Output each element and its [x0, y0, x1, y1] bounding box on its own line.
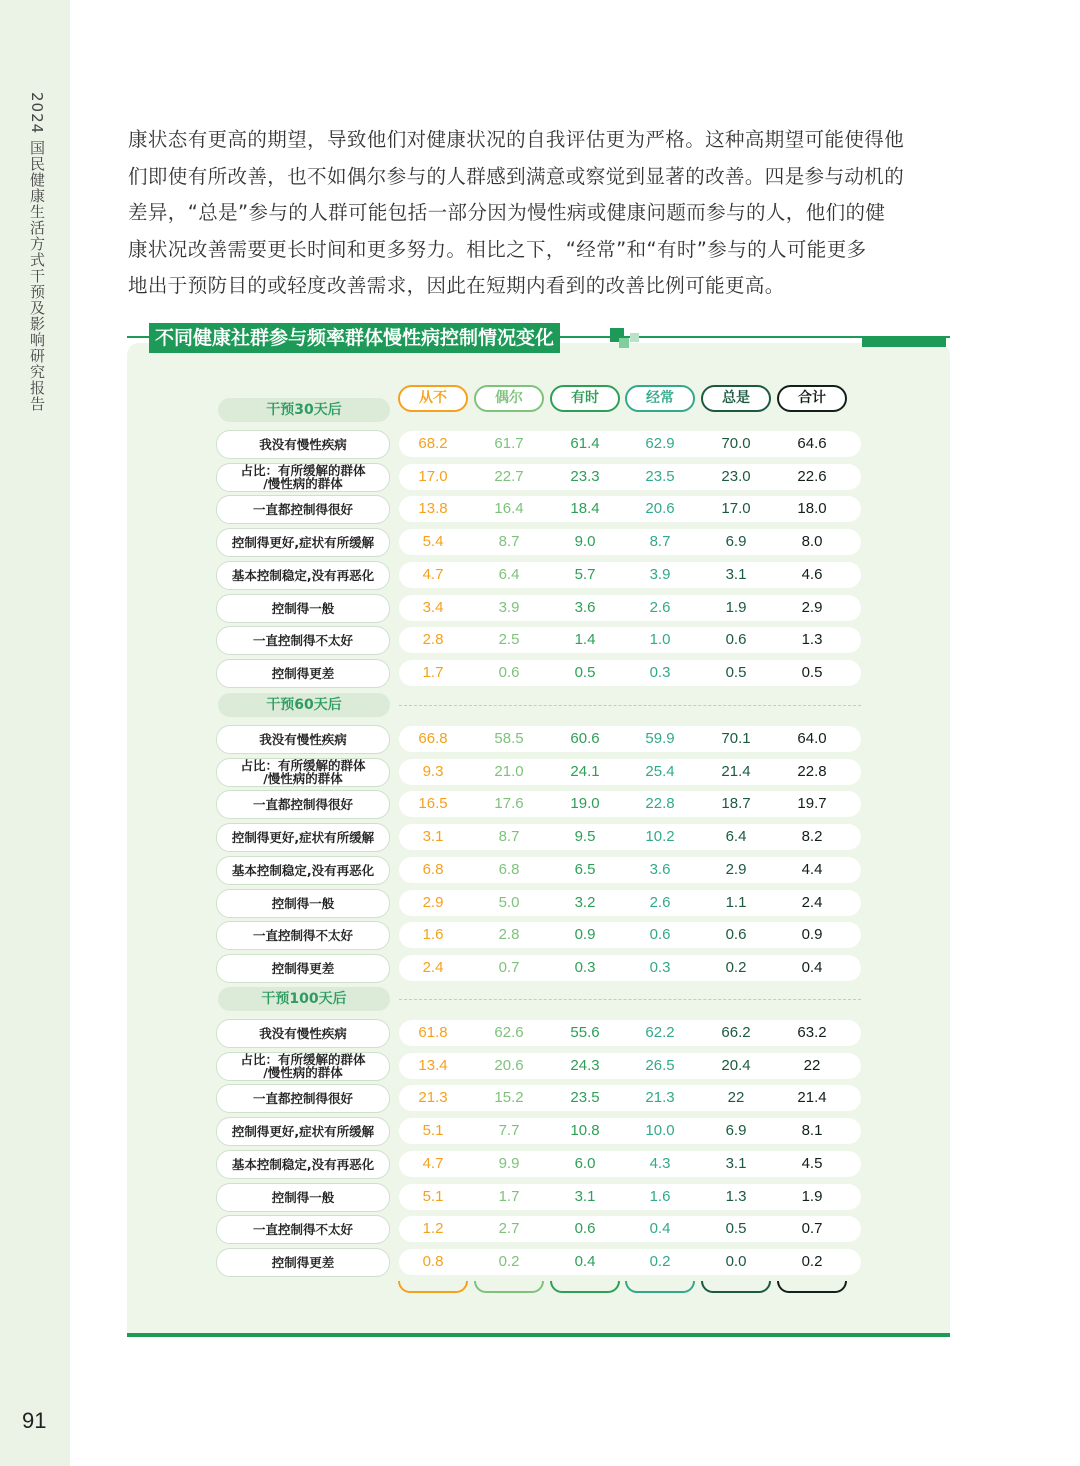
table-cell: 9.0 — [574, 533, 596, 551]
column-footer — [701, 1281, 771, 1293]
table-cell: 7.7 — [498, 1122, 520, 1140]
table-cell: 0.3 — [649, 958, 671, 976]
row-label: 占比：有所缓解的群体 /慢性病的群体 — [216, 758, 390, 787]
row-label: 一直控制得不太好 — [216, 921, 390, 950]
table-cell: 2.8 — [422, 631, 444, 649]
table-cell: 10.8 — [570, 1122, 600, 1140]
table-cell: 22.6 — [797, 467, 827, 485]
table-cell: 10.2 — [645, 828, 675, 846]
table-cell: 0.2 — [801, 1252, 823, 1270]
table-cell: 8.7 — [498, 533, 520, 551]
table-cell: 26.5 — [645, 1056, 675, 1074]
table-cell: 1.0 — [649, 631, 671, 649]
table-cell: 1.9 — [801, 1187, 823, 1205]
table-cell: 1.6 — [649, 1187, 671, 1205]
group-divider — [399, 999, 861, 1000]
table-cell: 0.6 — [725, 631, 747, 649]
column-footer — [550, 1281, 620, 1293]
body-line: 差异，“总是”参与的人群可能包括一部分因为慢性病或健康问题而参与的人，他们的健 — [128, 201, 886, 224]
table-cell: 1.3 — [725, 1187, 747, 1205]
table-cell: 18.7 — [721, 795, 751, 813]
column-header: 合计 — [777, 385, 847, 412]
table-cell: 21.4 — [721, 762, 751, 780]
table-cell: 1.2 — [422, 1220, 444, 1238]
table-cell: 22 — [727, 1089, 745, 1107]
table-cell: 4.3 — [649, 1154, 671, 1172]
table-cell: 64.0 — [797, 730, 827, 747]
table-cell: 2.9 — [801, 598, 823, 616]
table-cell: 1.7 — [422, 663, 444, 681]
table-cell: 0.6 — [725, 926, 747, 944]
table-cell: 59.9 — [645, 730, 675, 747]
row-label: 控制得更好,症状有所缓解 — [216, 823, 390, 852]
table-cell: 66.8 — [418, 730, 448, 747]
table-cell: 3.1 — [574, 1187, 596, 1205]
table-cell: 6.8 — [498, 860, 520, 878]
table-cell: 70.1 — [721, 730, 751, 747]
table-cell: 3.2 — [574, 893, 596, 911]
table-cell: 62.9 — [645, 435, 675, 452]
table-cell: 5.4 — [422, 533, 444, 551]
table-cell: 23.3 — [570, 467, 600, 485]
table-cell: 16.4 — [494, 500, 524, 518]
table-cell: 2.8 — [498, 926, 520, 944]
row-label: 我没有慢性疾病 — [216, 1019, 390, 1048]
table-cell: 63.2 — [797, 1024, 827, 1041]
table-cell: 21.3 — [645, 1089, 675, 1107]
table-cell: 24.3 — [570, 1056, 600, 1074]
group-label: 干预60天后 — [218, 693, 390, 717]
table-cell: 24.1 — [570, 762, 600, 780]
running-title: 2024 国民健康生活方式干预及影响研究报告 — [28, 92, 46, 412]
table-cell: 68.2 — [418, 435, 448, 452]
table-cell: 9.5 — [574, 828, 596, 846]
table-cell: 4.6 — [801, 565, 823, 583]
table-cell: 0.6 — [649, 926, 671, 944]
table-cell: 5.7 — [574, 565, 596, 583]
table-cell: 61.4 — [570, 435, 600, 452]
column-header: 从不 — [398, 385, 468, 412]
table-cell: 3.1 — [422, 828, 444, 846]
body-line: 们即使有所改善，也不如偶尔参与的人群感到满意或察觉到显著的改善。四是参与动机的 — [128, 164, 905, 188]
body-line: 康状态有更高的期望，导致他们对健康状况的自我评估更为严格。这种高期望可能使得他 — [128, 128, 905, 151]
table-cell: 8.7 — [649, 533, 671, 551]
column-footer — [474, 1281, 544, 1293]
table-cell: 2.9 — [725, 860, 747, 878]
row-label: 基本控制稳定,没有再恶化 — [216, 1150, 390, 1179]
table-cell: 70.0 — [721, 435, 751, 452]
column-header: 偶尔 — [474, 385, 544, 412]
table-cell: 6.5 — [574, 860, 596, 878]
table-cell: 5.1 — [422, 1187, 444, 1205]
table-cell: 8.7 — [498, 828, 520, 846]
table-cell: 1.1 — [725, 893, 747, 911]
table-cell: 9.3 — [422, 762, 444, 780]
table-cell: 0.2 — [649, 1252, 671, 1270]
row-label: 基本控制稳定,没有再恶化 — [216, 856, 390, 885]
column-footer — [625, 1281, 695, 1293]
table-cell: 6.9 — [725, 533, 747, 551]
row-label: 基本控制稳定,没有再恶化 — [216, 561, 390, 590]
table-cell: 3.4 — [422, 598, 444, 616]
table-cell: 60.6 — [570, 730, 600, 747]
column-header: 总是 — [701, 385, 771, 412]
table-cell: 0.2 — [725, 958, 747, 976]
column-header: 有时 — [550, 385, 620, 412]
table-cell: 22.8 — [645, 795, 675, 813]
row-label: 控制得更差 — [216, 659, 390, 688]
column-footer — [398, 1281, 468, 1293]
table-cell: 20.4 — [721, 1056, 751, 1074]
row-label: 一直控制得不太好 — [216, 626, 390, 655]
group-label: 干预100天后 — [218, 987, 390, 1011]
table-cell: 61.8 — [418, 1024, 448, 1041]
table-cell: 13.8 — [418, 500, 448, 518]
table-cell: 15.2 — [494, 1089, 524, 1107]
row-label: 一直都控制得很好 — [216, 495, 390, 524]
table-cell: 1.3 — [801, 631, 823, 649]
table-cell: 3.6 — [649, 860, 671, 878]
sidebar — [0, 0, 70, 1466]
table-cell: 16.5 — [418, 795, 448, 813]
table-cell: 2.6 — [649, 598, 671, 616]
table-cell: 61.7 — [494, 435, 524, 452]
group-divider — [399, 705, 861, 706]
table-cell: 0.3 — [574, 958, 596, 976]
table-cell: 23.5 — [645, 467, 675, 485]
table-cell: 0.7 — [801, 1220, 823, 1238]
table-cell: 3.9 — [649, 565, 671, 583]
table-cell: 8.1 — [801, 1122, 823, 1140]
table-cell: 4.7 — [422, 565, 444, 583]
panel-corner-bar — [862, 338, 946, 347]
table-cell: 18.0 — [797, 500, 827, 518]
body-line: 康状况改善需要更长时间和更多努力。相比之下，“经常”和“有时”参与的人可能更多 — [128, 237, 867, 261]
table-cell: 0.5 — [725, 1220, 747, 1238]
table-cell: 21.3 — [418, 1089, 448, 1107]
column-header: 经常 — [625, 385, 695, 412]
table-cell: 22.8 — [797, 762, 827, 780]
row-label: 控制得更好,症状有所缓解 — [216, 528, 390, 557]
table-cell: 55.6 — [570, 1024, 600, 1041]
group-label: 干预30天后 — [218, 398, 390, 422]
table-cell: 1.6 — [422, 926, 444, 944]
table-cell: 17.0 — [418, 467, 448, 485]
table-cell: 0.4 — [649, 1220, 671, 1238]
table-cell: 25.4 — [645, 762, 675, 780]
table-cell: 0.9 — [574, 926, 596, 944]
table-title: 不同健康社群参与频率群体慢性病控制情况变化 — [149, 323, 560, 353]
body-line: 地出于预防目的或轻度改善需求，因此在短期内看到的改善比例可能更高。 — [128, 274, 785, 297]
table-cell: 0.6 — [498, 663, 520, 681]
table-cell: 19.7 — [797, 795, 827, 813]
table-cell: 8.0 — [801, 533, 823, 551]
table-cell: 0.5 — [801, 663, 823, 681]
table-cell: 22.7 — [494, 467, 524, 485]
table-cell: 9.9 — [498, 1154, 520, 1172]
table-cell: 18.4 — [570, 500, 600, 518]
table-cell: 2.5 — [498, 631, 520, 649]
table-cell: 17.0 — [721, 500, 751, 518]
table-cell: 6.8 — [422, 860, 444, 878]
table-cell: 2.6 — [649, 893, 671, 911]
row-label: 一直都控制得很好 — [216, 790, 390, 819]
row-label: 控制得一般 — [216, 594, 390, 623]
row-label: 控制得一般 — [216, 1183, 390, 1212]
table-cell: 64.6 — [797, 435, 827, 452]
row-label: 控制得更差 — [216, 954, 390, 983]
table-cell: 6.4 — [498, 565, 520, 583]
table-cell: 6.4 — [725, 828, 747, 846]
table-cell: 19.0 — [570, 795, 600, 813]
table-cell: 2.4 — [422, 958, 444, 976]
table-cell: 23.5 — [570, 1089, 600, 1107]
table-cell: 22 — [803, 1056, 821, 1074]
table-cell: 3.1 — [725, 565, 747, 583]
table-cell: 62.2 — [645, 1024, 675, 1041]
table-cell: 0.4 — [801, 958, 823, 976]
table-cell: 1.9 — [725, 598, 747, 616]
table-cell: 0.6 — [574, 1220, 596, 1238]
table-cell: 0.5 — [574, 663, 596, 681]
table-cell: 20.6 — [494, 1056, 524, 1074]
table-cell: 0.4 — [574, 1252, 596, 1270]
table-cell: 58.5 — [494, 730, 524, 747]
decor-square — [619, 338, 629, 348]
table-cell: 2.9 — [422, 893, 444, 911]
row-label: 一直都控制得很好 — [216, 1084, 390, 1113]
table-cell: 21.0 — [494, 762, 524, 780]
table-cell: 1.7 — [498, 1187, 520, 1205]
table-cell: 0.8 — [422, 1252, 444, 1270]
table-cell: 8.2 — [801, 828, 823, 846]
table-cell: 3.6 — [574, 598, 596, 616]
table-cell: 21.4 — [797, 1089, 827, 1107]
table-cell: 0.0 — [725, 1252, 747, 1270]
table-cell: 4.7 — [422, 1154, 444, 1172]
decor-square — [630, 333, 639, 342]
table-cell: 2.7 — [498, 1220, 520, 1238]
table-cell: 62.6 — [494, 1024, 524, 1041]
table-cell: 20.6 — [645, 500, 675, 518]
table-cell: 4.4 — [801, 860, 823, 878]
table-cell: 13.4 — [418, 1056, 448, 1074]
table-cell: 0.2 — [498, 1252, 520, 1270]
row-label: 占比：有所缓解的群体 /慢性病的群体 — [216, 463, 390, 492]
table-cell: 5.1 — [422, 1122, 444, 1140]
body-paragraph — [128, 122, 958, 305]
page-number: 91 — [22, 1408, 47, 1433]
table-cell: 3.1 — [725, 1154, 747, 1172]
table-cell: 4.5 — [801, 1154, 823, 1172]
table-cell: 3.9 — [498, 598, 520, 616]
row-label: 控制得一般 — [216, 889, 390, 918]
table-cell: 5.0 — [498, 893, 520, 911]
table-cell: 0.9 — [801, 926, 823, 944]
table-cell: 0.7 — [498, 958, 520, 976]
row-label: 占比：有所缓解的群体 /慢性病的群体 — [216, 1052, 390, 1081]
table-cell: 6.0 — [574, 1154, 596, 1172]
table-cell: 17.6 — [494, 795, 524, 813]
table-cell: 0.5 — [725, 663, 747, 681]
row-label: 控制得更好,症状有所缓解 — [216, 1117, 390, 1146]
table-cell: 1.4 — [574, 631, 596, 649]
table-cell: 66.2 — [721, 1024, 751, 1041]
row-label: 控制得更差 — [216, 1248, 390, 1277]
table-cell: 10.0 — [645, 1122, 675, 1140]
table-cell: 2.4 — [801, 893, 823, 911]
row-label: 我没有慢性疾病 — [216, 430, 390, 459]
column-footer — [777, 1281, 847, 1293]
table-cell: 6.9 — [725, 1122, 747, 1140]
table-cell: 0.3 — [649, 663, 671, 681]
table-cell: 23.0 — [721, 467, 751, 485]
row-label: 一直控制得不太好 — [216, 1215, 390, 1244]
row-label: 我没有慢性疾病 — [216, 725, 390, 754]
